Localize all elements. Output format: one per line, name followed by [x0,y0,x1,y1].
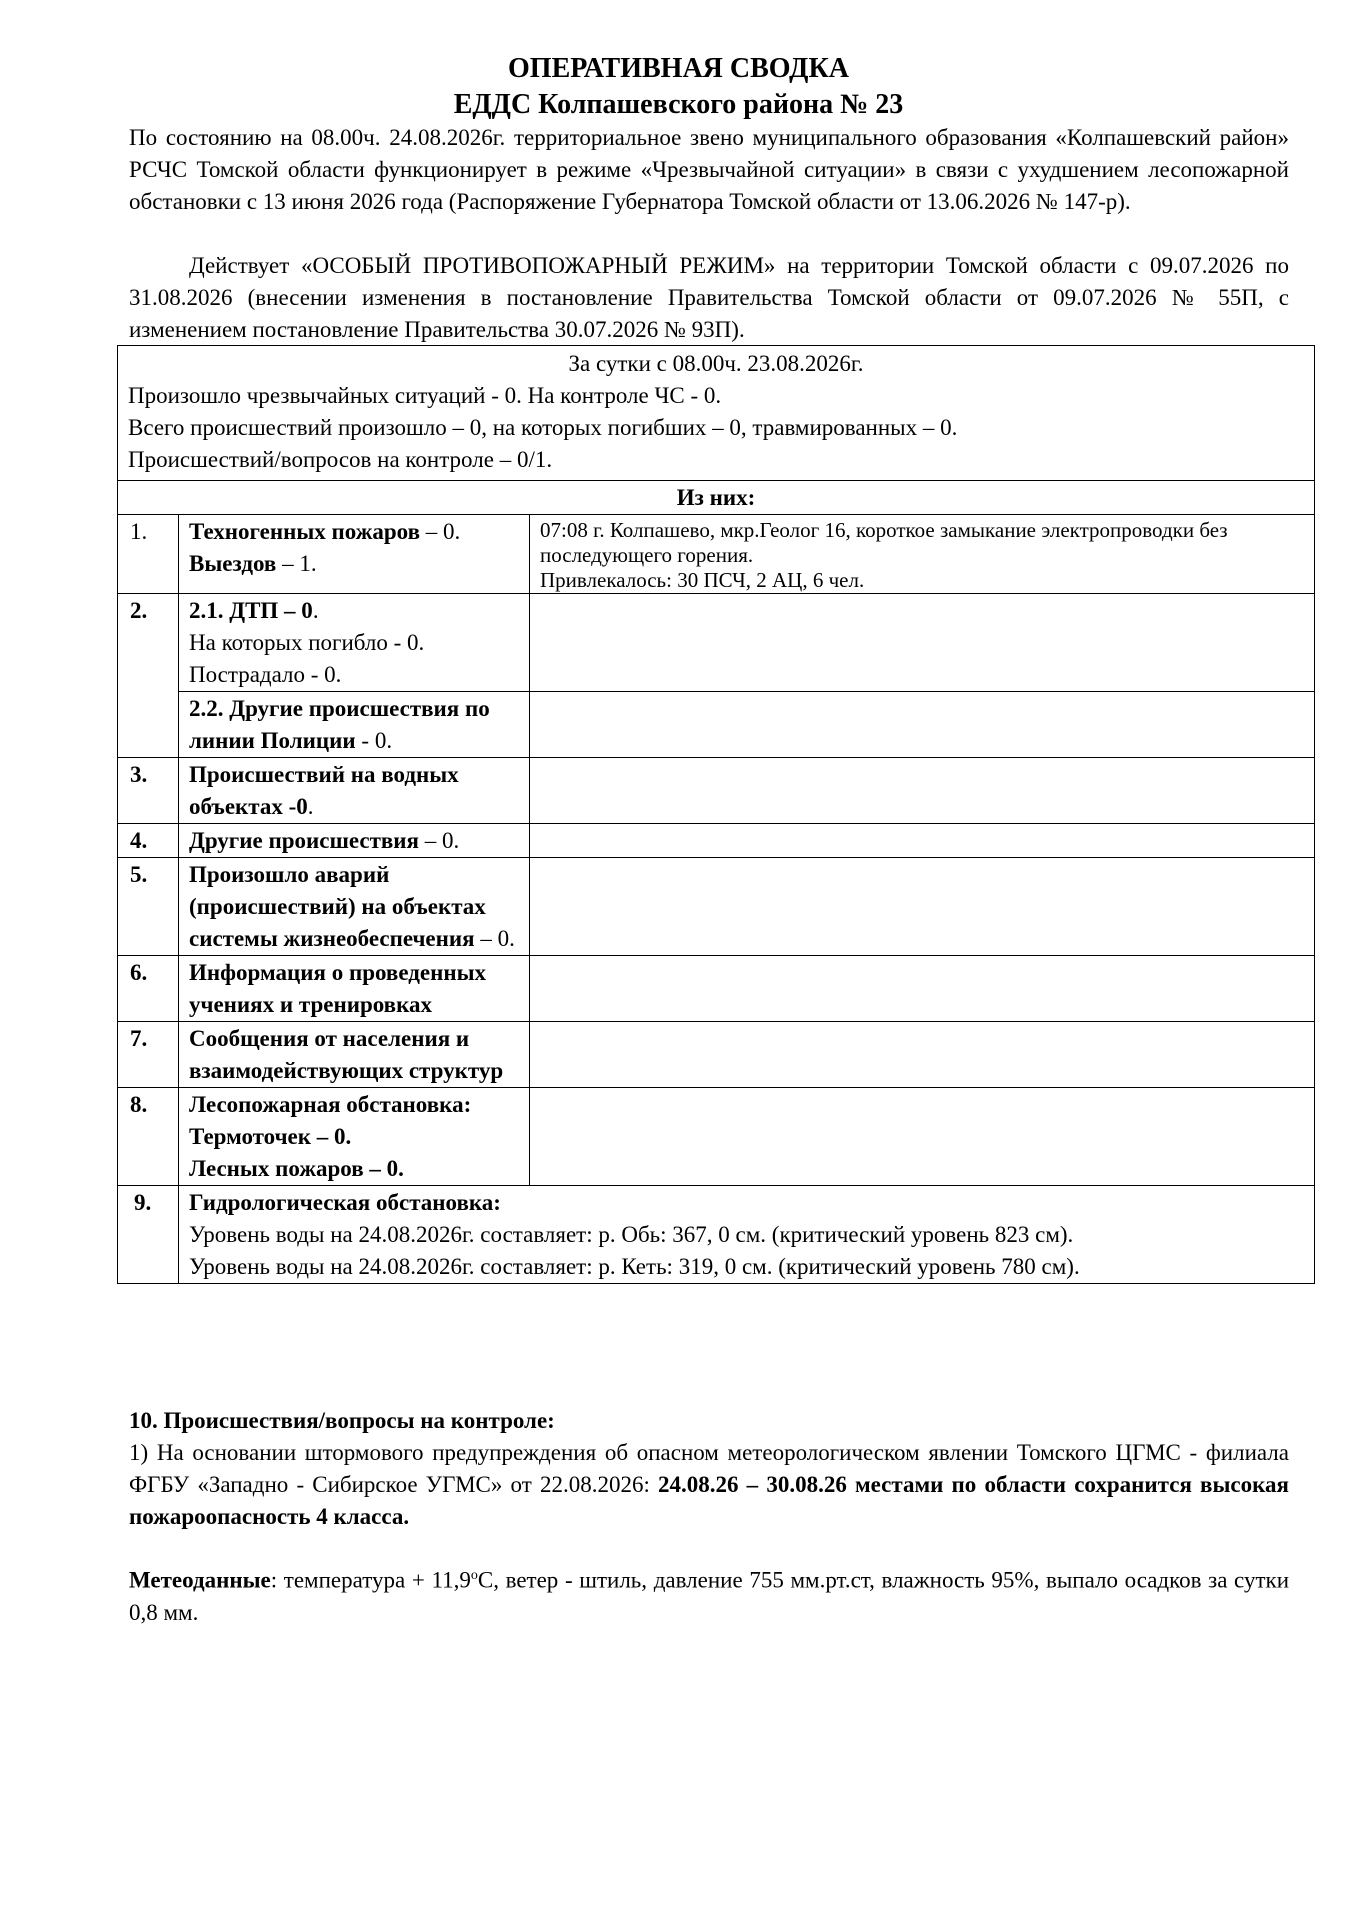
row-label-value: – 0. [474,926,515,951]
row-label [179,1088,530,1186]
summary-row [118,346,1315,481]
row-label-value: – 0. [420,519,461,544]
summary-cell [118,346,1315,481]
row-label [179,594,530,692]
row-detail [530,824,1315,858]
table-row [118,692,1315,758]
row-label-line: На которых погибло - 0. [189,630,425,655]
storm-warning-text: 1) На основании штормового предупреждения об опасном метеорологическом явлении Томского ЦГМС - филиала ФГБУ «Западно - Сибирское УГМС» от 22.08.2026: [129,1440,1289,1497]
table-row [118,1088,1315,1186]
weather-text: : температура + 11,9 [270,1567,471,1593]
row-detail [530,692,1315,758]
table-row [118,515,1315,594]
row-detail-text: 07:08 г. Колпашево, мкр.Геолог 16, короткое замыкание электропроводки без последующего горения. [540,518,1228,567]
summary-line-2: Всего происшествий произошло – 0, на которых погибших – 0, травмированных – 0. [128,415,958,440]
table-row [118,1186,1315,1284]
row-label-bold: Техногенных пожаров [189,519,421,544]
weather-label: Метеоданные [129,1567,271,1593]
controlled-issues-section [129,1405,1289,1533]
row-label-line: Термоточек – 0. [189,1124,352,1149]
table-row [118,824,1315,858]
row-label-value: . [312,598,319,623]
row-label [179,1186,1315,1284]
weather-text: С, ветер - штиль, давление 755 мм.рт.ст, влажность 95%, выпало осадков за сутки 0,8 мм. [129,1567,1289,1625]
row-label-bold: 2.1. ДТП – 0 [189,598,313,623]
storm-warning-bold: 24.08.26 – 30.08.26 местами по области сохранится высокая пожароопасность 4 класса. [129,1472,1289,1529]
row-label-bold: Происшествий на водных объектах -0 [189,762,459,819]
weather-data [129,1560,1289,1629]
row-detail [530,956,1315,1022]
row-label-value: – 0. [419,828,460,853]
row-number: 5. [118,858,179,956]
row-label: Информация о проведенных учениях и тренировках [179,956,530,1022]
row-detail [530,858,1315,956]
row-label [179,824,530,858]
degree-sign: о [470,1568,478,1583]
controlled-issues-heading: 10. Происшествия/вопросы на контроле: [129,1408,555,1433]
row-detail [530,758,1315,824]
document-subtitle: ЕДДС Колпашевского района № 23 [453,89,904,120]
row-label-bold: Произошло аварий (происшествий) на объектах системы жизнеобеспечения [189,862,486,951]
table-row [118,1022,1315,1088]
table-row [118,758,1315,824]
row-number: 2. [118,594,179,758]
row-label-bold: Гидрологическая обстановка: [189,1190,501,1215]
of-them-heading: Из них: [118,481,1315,515]
of-them-row [118,481,1315,515]
row-number: 1. [118,515,179,594]
row-label-bold: 2.2. Другие происшествия по линии Полиции [189,696,490,753]
summary-line-1: Произошло чрезвычайных ситуаций - 0. На контроле ЧС - 0. [128,383,722,408]
row-label-line: Лесных пожаров – 0. [189,1156,404,1181]
row-detail [530,515,1315,594]
row-number: 9. [118,1186,179,1284]
row-label [179,515,530,594]
row-number: 7. [118,1022,179,1088]
row-label-bold: Другие происшествия [189,828,419,853]
row-label-value: - 0. [355,728,393,753]
row-label-line: Лесопожарная обстановка: [189,1092,472,1117]
summary-line-3: Происшествий/вопросов на контроле – 0/1. [128,447,553,472]
row-detail-text: Привлекалось: 30 ПСЧ, 2 АЦ, 6 чел. [540,568,865,592]
row-label [179,858,530,956]
row-label-line: Пострадало - 0. [189,662,342,687]
row-label: Сообщения от населения и взаимодействующих структур [179,1022,530,1088]
intro-paragraph-2: Действует «ОСОБЫЙ ПРОТИВОПОЖАРНЫЙ РЕЖИМ» на территории Томской области с 09.07.2026 по 31.08.2026 (внесении изменения в постановление Правительства Томской области от 09.07.2026 № 55П, с изменением постановление Правительства 30.07.2026 № 93П). [129,253,1289,342]
row-label-bold: Выездов [189,551,277,576]
row-number: 3. [118,758,179,824]
row-number: 6. [118,956,179,1022]
row-number: 8. [118,1088,179,1186]
water-level-ob: Уровень воды на 24.08.2026г. составляет: р. Обь: 367, 0 см. (критический уровень 823 см). [189,1222,1074,1247]
water-level-ket: Уровень воды на 24.08.2026г. составляет: р. Кеть: 319, 0 см. (критический уровень 780 см). [189,1254,1080,1279]
intro-paragraph-1: По состоянию на 08.00ч. 24.08.2026г. территориальное звено муниципального образования «Колпашевский район» РСЧС Томской области функционирует в режиме «Чрезвычайной ситуации» в связи с ухудшением лесопожарной обстановки с 13 июня 2026 года (Распоряжение Губернатора Томской области от 13.06.2026 № 147-р). [129,125,1289,214]
row-number: 4. [118,824,179,858]
table-row [118,594,1315,692]
incident-summary-table [117,345,1315,1284]
row-label [179,692,530,758]
row-label [179,758,530,824]
summary-period: За сутки с 08.00ч. 23.08.2026г. [568,351,864,376]
controlled-issues-text [129,1437,1289,1533]
row-label-value: – 1. [276,551,317,576]
table-row [118,956,1315,1022]
document-title: ОПЕРАТИВНАЯ СВОДКА [508,53,849,84]
row-detail [530,1088,1315,1186]
row-detail [530,1022,1315,1088]
row-label-value: . [307,794,314,819]
row-detail [530,594,1315,692]
table-row [118,858,1315,956]
